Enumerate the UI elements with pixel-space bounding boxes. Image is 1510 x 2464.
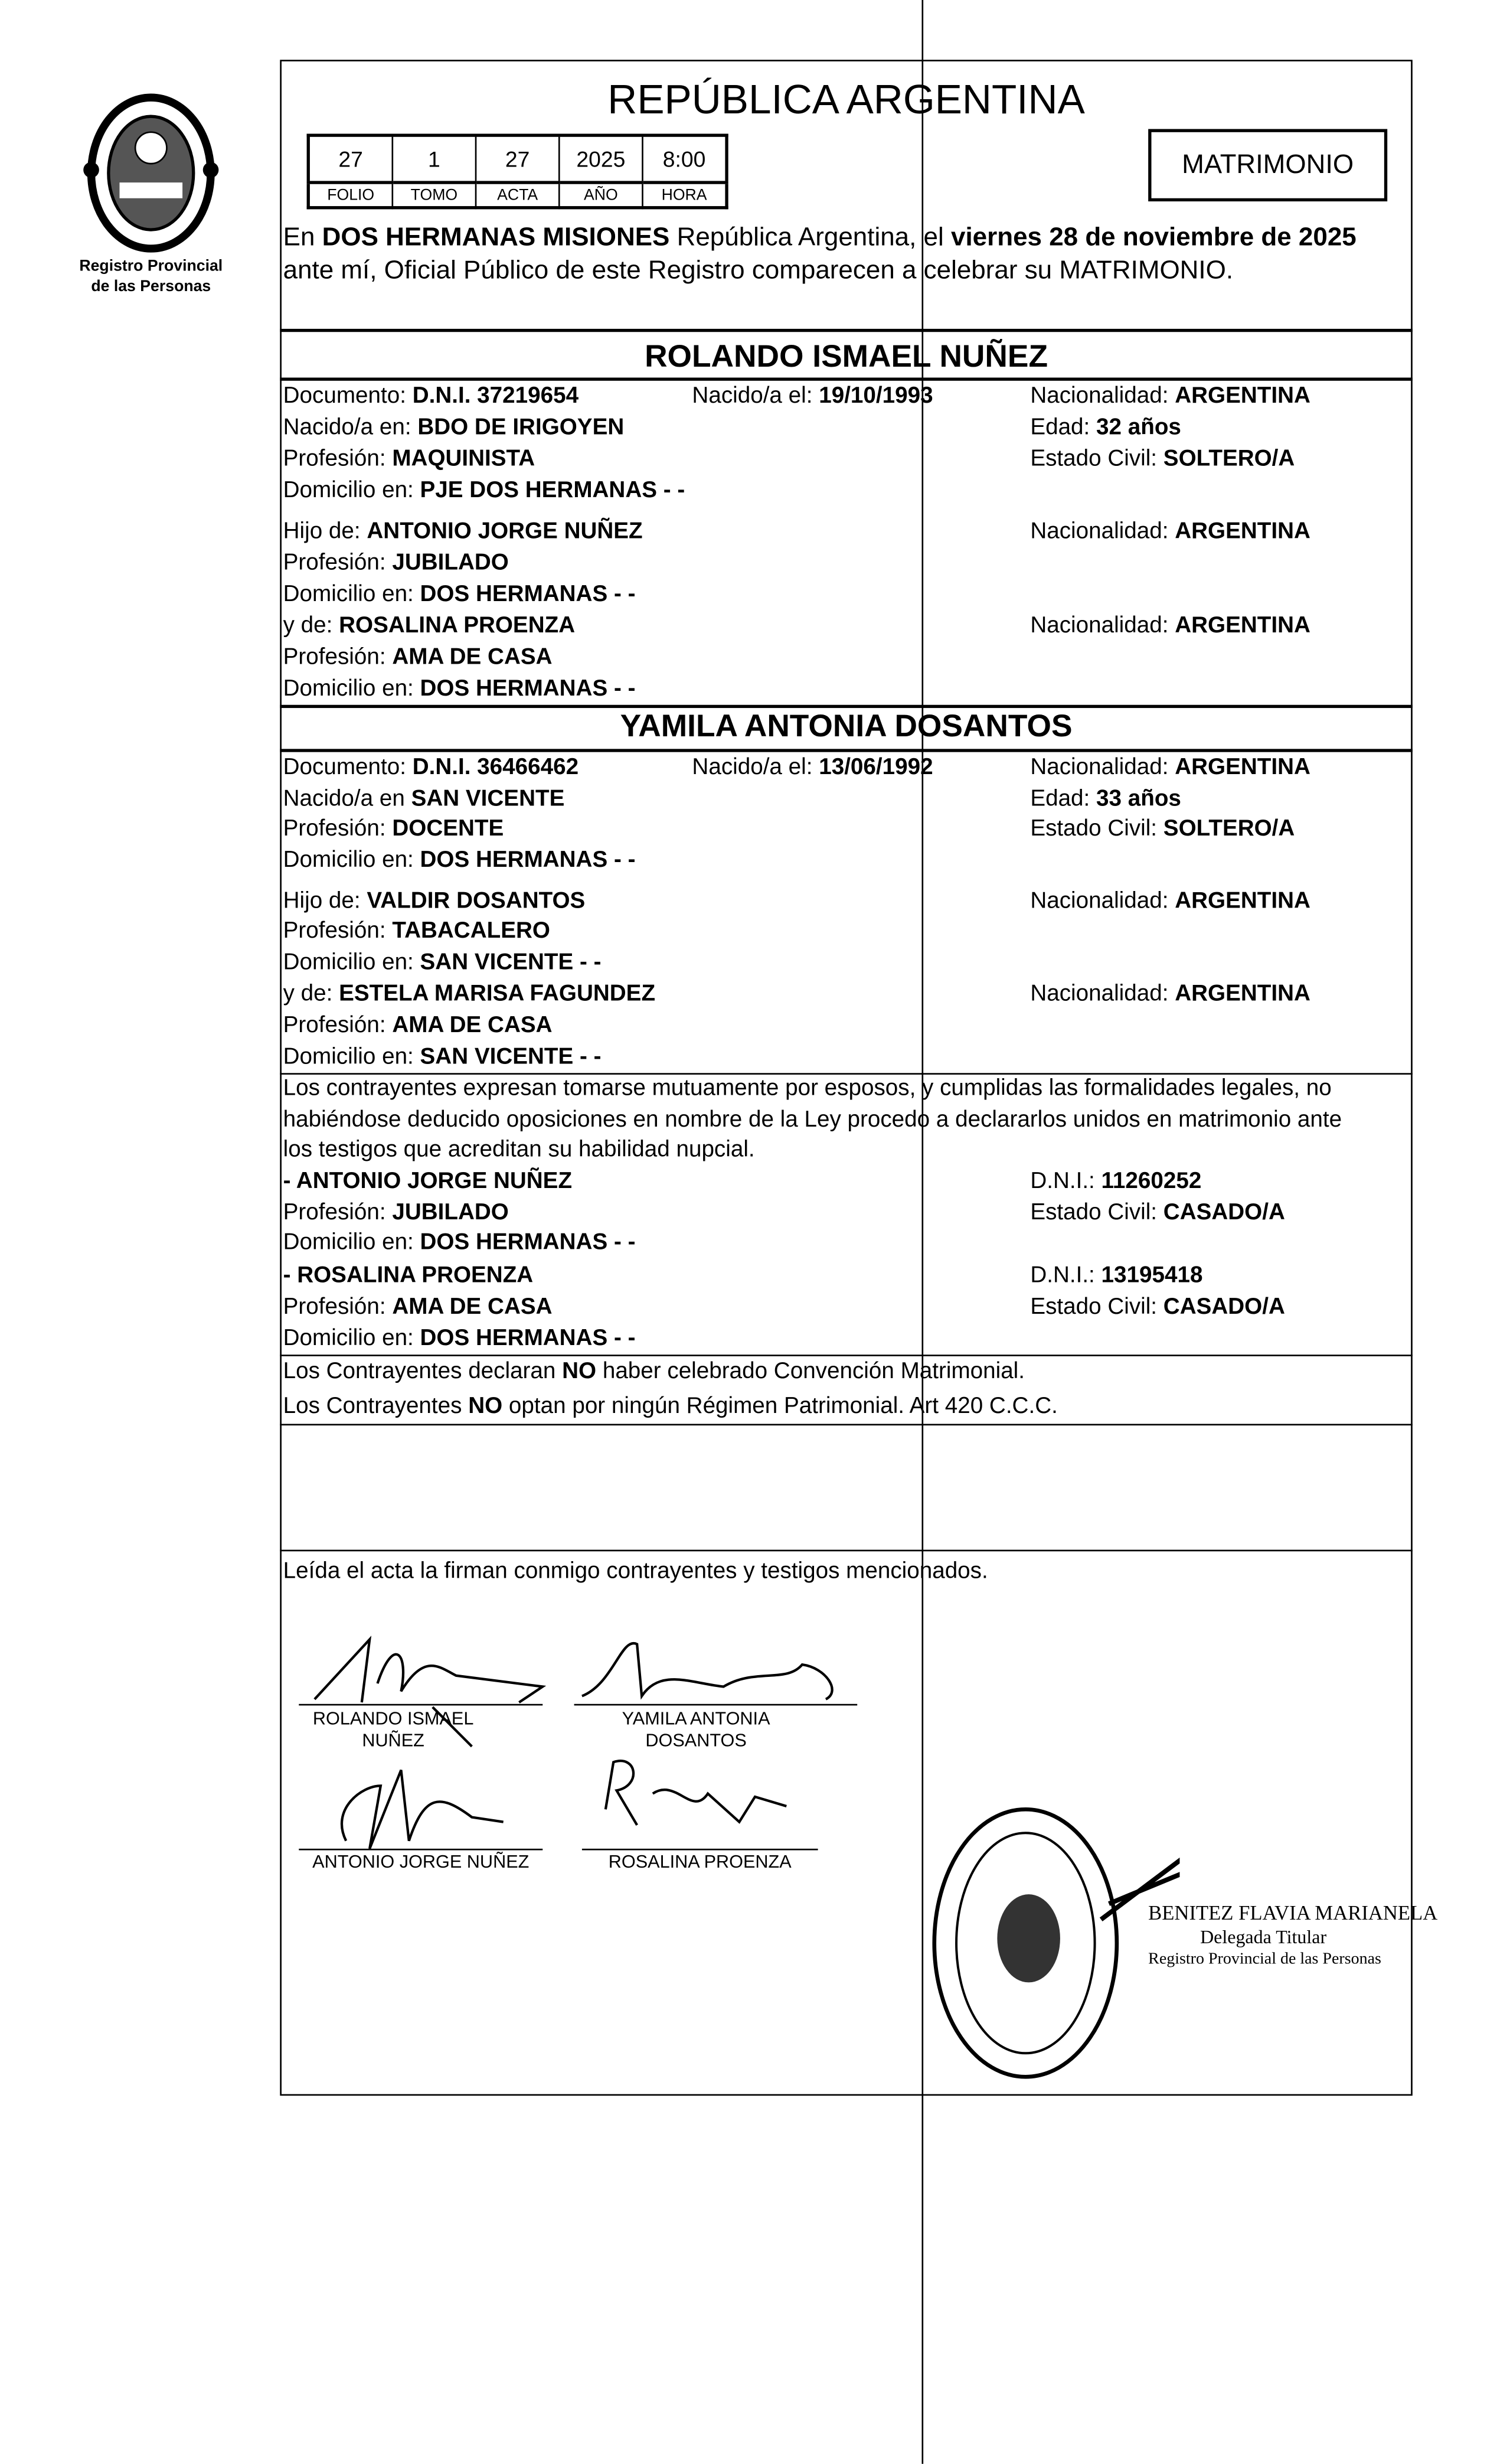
intro-line2: ante mí, Oficial Público de este Registro comparecen a celebrar su MATRIMONIO. <box>283 256 1234 285</box>
detail-field: Profesión: MAQUINISTA <box>283 446 535 472</box>
detail-field: Hijo de: VALDIR DOSANTOS <box>283 889 586 915</box>
detail-field: Profesión: AMA DE CASA <box>283 645 553 671</box>
acta-label: ACTA <box>476 182 559 208</box>
detail-field: Domicilio en: SAN VICENTE - - <box>283 1045 602 1070</box>
official-role: Delegada Titular <box>1200 1925 1327 1948</box>
intro-line1: En DOS HERMANAS MISIONES República Argentina, el viernes 28 de noviembre de 2025 <box>283 223 1357 252</box>
folio-value: 27 <box>308 135 393 182</box>
detail-field-right: Nacionalidad: ARGENTINA <box>1030 889 1310 915</box>
declaration-line1: Los contrayentes expresan tomarse mutuamente por esposos, y cumplidas las formalidades legales, no <box>283 1076 1332 1102</box>
detail-field: Documento: D.N.I. 36466462 <box>283 755 579 781</box>
groom-name-heading: ROLANDO ISMAEL NUÑEZ <box>645 340 1048 375</box>
detail-field-right: Nacionalidad: ARGENTINA <box>1030 384 1310 409</box>
witness1-signature-label: ANTONIO JORGE NUÑEZ <box>312 1853 530 1872</box>
witness-civil-status: Estado Civil: CASADO/A <box>1030 1294 1285 1320</box>
detail-field: Nacido/a en SAN VICENTE <box>283 786 565 812</box>
witness-domicile: Domicilio en: DOS HERMANAS - - <box>283 1230 636 1256</box>
year-value: 2025 <box>559 135 642 182</box>
folio-label: FOLIO <box>308 182 393 208</box>
logo-caption-line2: de las Personas <box>91 278 211 296</box>
witness-domicile: Domicilio en: DOS HERMANAS - - <box>283 1326 636 1352</box>
detail-field: Domicilio en: DOS HERMANAS - - <box>283 582 636 608</box>
declaration-line3: los testigos que acreditan su habilidad nupcial. <box>283 1137 755 1163</box>
detail-field-right: Estado Civil: SOLTERO/A <box>1030 816 1295 842</box>
official-office: Registro Provincial de las Personas <box>1148 1951 1381 1969</box>
detail-field: Nacido/a en: BDO DE IRIGOYEN <box>283 415 625 441</box>
witness2-signature-label: ROSALINA PROENZA <box>608 1853 792 1872</box>
tomo-label: TOMO <box>393 182 476 208</box>
groom-signature-label: ROLANDO ISMAEL NUÑEZ <box>312 1710 474 1751</box>
detail-field: Domicilio en: DOS HERMANAS - - <box>283 676 636 702</box>
detail-field-right: Nacionalidad: ARGENTINA <box>1030 981 1310 1007</box>
detail-field: Documento: D.N.I. 37219654 <box>283 384 579 409</box>
witness-profession: Profesión: JUBILADO <box>283 1200 509 1226</box>
registry-stamp <box>928 1794 1179 2109</box>
tomo-value: 1 <box>393 135 476 182</box>
detail-field: Profesión: TABACALERO <box>283 919 550 944</box>
bride-name-heading: YAMILA ANTONIA DOSANTOS <box>620 709 1073 745</box>
witness-name: - ROSALINA PROENZA <box>283 1263 534 1289</box>
detail-field: Profesión: JUBILADO <box>283 550 509 576</box>
declaration-line2: habiéndose deducido oposiciones en nombre de la Ley procedo a declararlos unidos en matrimonio ante <box>283 1107 1342 1133</box>
folio-table <box>307 133 728 209</box>
acta-value: 27 <box>476 135 559 182</box>
detail-field: Profesión: DOCENTE <box>283 816 504 842</box>
detail-field-right: Estado Civil: SOLTERO/A <box>1030 446 1295 472</box>
year-label: AÑO <box>559 182 642 208</box>
detail-field: Profesión: AMA DE CASA <box>283 1013 553 1039</box>
detail-field-right: Nacionalidad: ARGENTINA <box>1030 755 1310 781</box>
detail-field: Domicilio en: SAN VICENTE - - <box>283 950 602 976</box>
regime-statement: Los Contrayentes NO optan por ningún Régimen Patrimonial. Art 420 C.C.C. <box>283 1393 1058 1419</box>
act-type-box: MATRIMONIO <box>1148 129 1387 201</box>
bride-signature-label: YAMILA ANTONIA DOSANTOS <box>622 1710 770 1751</box>
birth-date-field: Nacido/a el: 13/06/1992 <box>692 755 933 781</box>
witness-name: - ANTONIO JORGE NUÑEZ <box>283 1169 573 1195</box>
detail-field: Domicilio en: DOS HERMANAS - - <box>283 848 636 873</box>
detail-field: y de: ROSALINA PROENZA <box>283 613 576 639</box>
detail-field: y de: ESTELA MARISA FAGUNDEZ <box>283 981 656 1007</box>
page-title: REPÚBLICA ARGENTINA <box>607 75 1085 123</box>
detail-field-right: Edad: 32 años <box>1030 415 1181 441</box>
detail-field: Domicilio en: PJE DOS HERMANAS - - <box>283 478 685 504</box>
official-name: BENITEZ FLAVIA MARIANELA <box>1148 1900 1438 1924</box>
witness-dni: D.N.I.: 11260252 <box>1030 1169 1202 1195</box>
logo-caption-line1: Registro Provincial <box>79 257 223 276</box>
birth-date-field: Nacido/a el: 19/10/1993 <box>692 384 933 409</box>
detail-field-right: Nacionalidad: ARGENTINA <box>1030 519 1310 544</box>
hour-label: HORA <box>642 182 727 208</box>
detail-field-right: Nacionalidad: ARGENTINA <box>1030 613 1310 639</box>
convention-statement: Los Contrayentes declaran NO haber celebrado Convención Matrimonial. <box>283 1359 1025 1385</box>
handwritten-signatures <box>283 1621 881 1888</box>
detail-field-right: Edad: 33 años <box>1030 786 1181 812</box>
misiones-seal-logo <box>79 92 223 257</box>
detail-field: Hijo de: ANTONIO JORGE NUÑEZ <box>283 519 643 544</box>
witness-civil-status: Estado Civil: CASADO/A <box>1030 1200 1285 1226</box>
closing-text: Leída el acta la firman conmigo contrayentes y testigos mencionados. <box>283 1559 988 1585</box>
witness-profession: Profesión: AMA DE CASA <box>283 1294 553 1320</box>
hour-value: 8:00 <box>642 135 727 182</box>
witness-dni: D.N.I.: 13195418 <box>1030 1263 1203 1289</box>
